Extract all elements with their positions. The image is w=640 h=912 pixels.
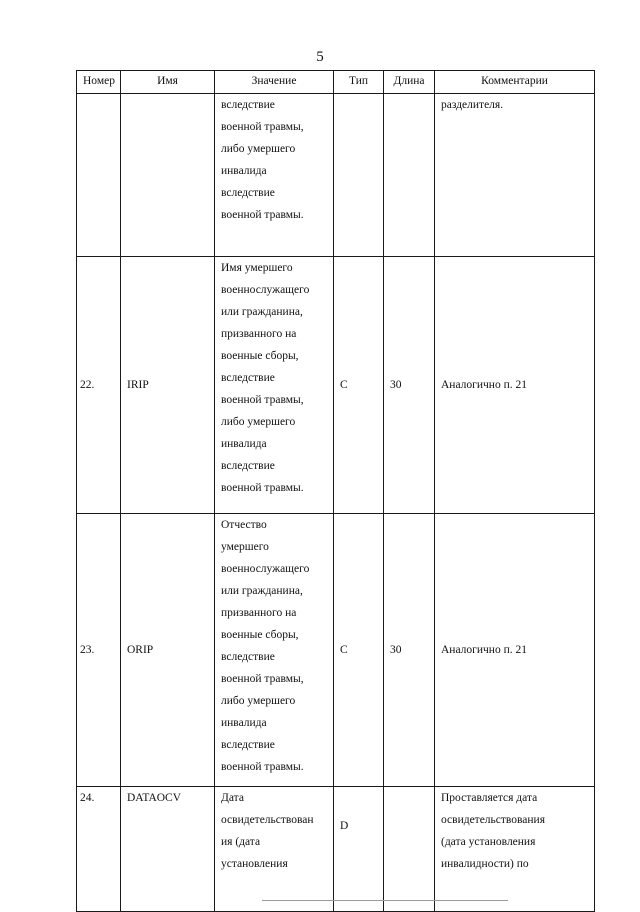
value-line: инвалида: [221, 438, 267, 450]
value-line: военной травмы,: [221, 394, 304, 406]
comment-line: (дата установления: [441, 836, 536, 848]
header-length: Длина: [384, 71, 435, 94]
row-type-cell: [334, 94, 384, 257]
row-comment-cell: [435, 514, 595, 787]
value-line: вследствие: [221, 372, 275, 384]
row-number-cell: 23.: [77, 514, 121, 787]
value-line: инвалида: [221, 717, 267, 729]
row-comment-cell: [435, 787, 595, 912]
row-name-cell: IRIP: [121, 257, 215, 514]
value-line: Отчество: [221, 519, 267, 531]
comment-line: разделителя.: [441, 99, 504, 111]
value-line: военной травмы.: [221, 761, 304, 773]
row-name-cell: [121, 94, 215, 257]
row-name-cell: ORIP: [121, 514, 215, 787]
value-line: военные сборы,: [221, 350, 299, 362]
comment-line: Аналогично п. 21: [441, 644, 527, 656]
value-line: или гражданина,: [221, 306, 303, 318]
value-line: либо умершего: [221, 695, 296, 707]
comment-line: Проставляется дата: [441, 792, 538, 804]
value-line: инвалида: [221, 165, 267, 177]
row-type-cell: C: [334, 514, 384, 787]
value-line: военной травмы,: [221, 121, 304, 133]
value-line: военной травмы.: [221, 209, 304, 221]
row-value-cell: [215, 94, 334, 257]
value-line: Дата: [221, 792, 244, 804]
table-row: [77, 787, 595, 912]
value-line: призванного на: [221, 607, 297, 619]
table-row: [77, 514, 595, 787]
value-line: либо умершего: [221, 416, 296, 428]
row-length-cell: 30: [384, 514, 435, 787]
row-length-cell: [384, 94, 435, 257]
row-length-cell: [384, 787, 435, 912]
row-number-cell: [77, 94, 121, 257]
document-table: [76, 70, 595, 912]
row-number-cell: 22.: [77, 257, 121, 514]
header-name: Имя: [121, 71, 215, 94]
row-number-cell: 24.: [77, 787, 121, 912]
value-line: вследствие: [221, 187, 275, 199]
value-line: ия (дата: [221, 836, 261, 848]
header-number: Номер: [77, 71, 121, 94]
value-line: освидетельствован: [221, 814, 314, 826]
value-line: установления: [221, 858, 288, 870]
comment-line: инвалидности) по: [441, 858, 529, 870]
page-number: 5: [316, 49, 324, 65]
row-type-cell: C: [334, 257, 384, 514]
value-line: вследствие: [221, 651, 275, 663]
row-value-cell: [215, 787, 334, 912]
value-line: вследствие: [221, 99, 275, 111]
comment-line: Аналогично п. 21: [441, 379, 527, 391]
row-comment-cell: [435, 94, 595, 257]
value-line: либо умершего: [221, 143, 296, 155]
row-name-cell: DATAOCV: [121, 787, 215, 912]
row-comment-cell: [435, 257, 595, 514]
table-header-row: [77, 71, 595, 94]
header-value: Значение: [215, 71, 334, 94]
document-table-wrapper: [76, 70, 594, 912]
value-line: или гражданина,: [221, 585, 303, 597]
value-line: призванного на: [221, 328, 297, 340]
comment-line: освидетельствования: [441, 814, 546, 826]
value-line: Имя умершего: [221, 262, 293, 274]
row-length-cell: 30: [384, 257, 435, 514]
value-line: вследствие: [221, 739, 275, 751]
value-line: военнослужащего: [221, 563, 310, 575]
value-line: военной травмы.: [221, 482, 304, 494]
row-value-cell: [215, 514, 334, 787]
table-row: [77, 94, 595, 257]
value-line: военной травмы,: [221, 673, 304, 685]
table-row: [77, 257, 595, 514]
value-line: вследствие: [221, 460, 275, 472]
row-value-cell: [215, 257, 334, 514]
value-line: военнослужащего: [221, 284, 310, 296]
header-comment: Комментарии: [435, 71, 595, 94]
value-line: военные сборы,: [221, 629, 299, 641]
page-bottom-rule: [262, 900, 508, 901]
header-type: Тип: [334, 71, 384, 94]
row-type-cell: D: [334, 787, 384, 912]
value-line: умершего: [221, 541, 269, 553]
